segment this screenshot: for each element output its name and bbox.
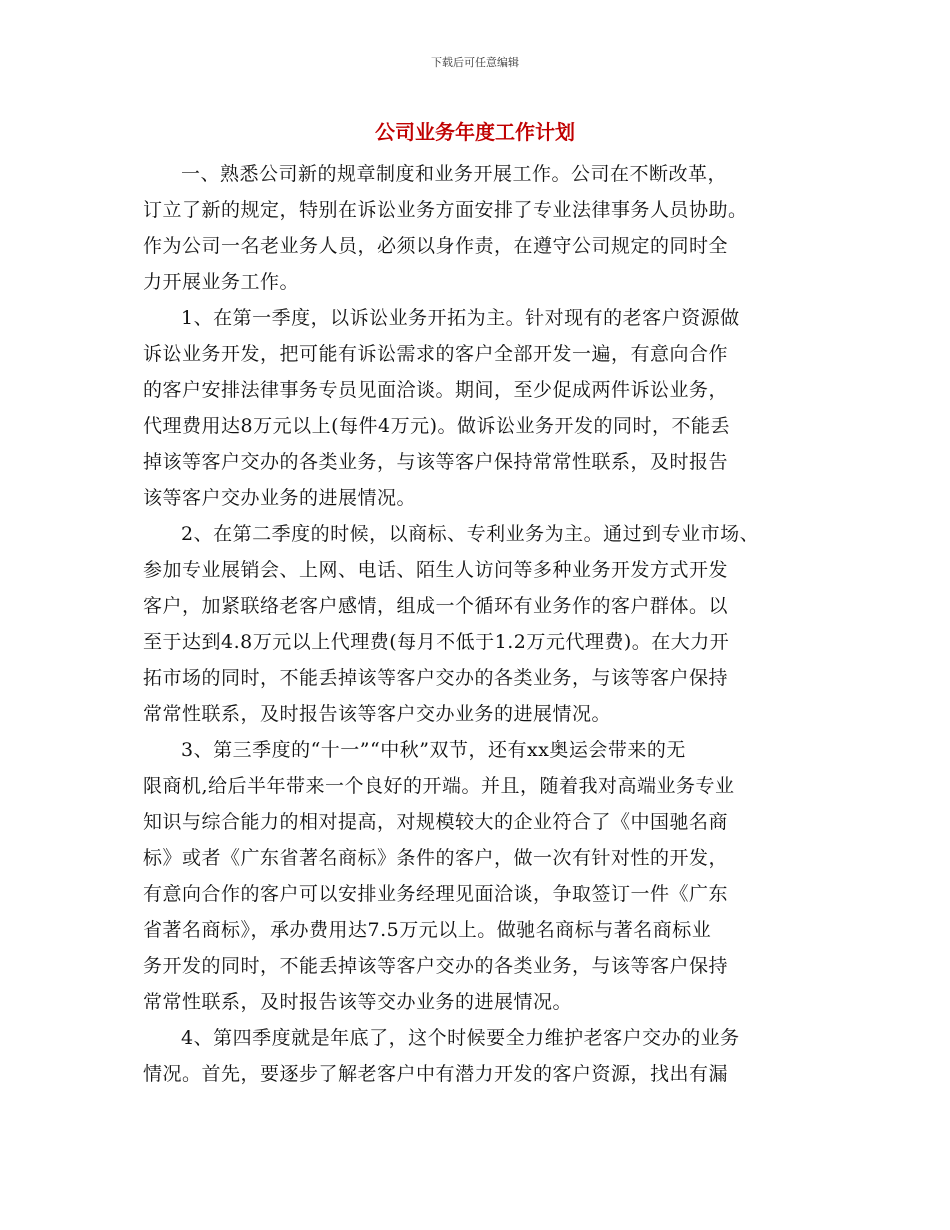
- document-title: 公司业务年度工作计划: [375, 120, 575, 144]
- paragraph-1-line-1: 一、熟悉公司新的规章制度和业务开展工作。公司在不断改革，: [181, 163, 728, 185]
- paragraph-2-line-6: 该等客户交办业务的进展情况。: [143, 487, 417, 509]
- paragraph-4-line-3: 知识与综合能力的相对提高，对规模较大的企业符合了《中国驰名商: [143, 811, 729, 833]
- paragraph-1-line-2: 订立了新的规定，特别在诉讼业务方面安排了专业法律事务人员协助。: [143, 199, 748, 221]
- paragraph-3-line-4: 至于达到4.8万元以上代理费(每月不低于1.2万元代理费)。在大力开: [143, 631, 730, 653]
- paragraph-4-line-7: 务开发的同时，不能丢掉该等客户交办的各类业务，与该等客户保持: [143, 955, 729, 977]
- paragraph-1-line-4: 力开展业务工作。: [143, 271, 300, 293]
- paragraph-4-line-5: 有意向合作的客户可以安排业务经理见面洽谈，争取签订一件《广东: [143, 883, 729, 905]
- paragraph-5-line-1: 4、第四季度就是年底了，这个时候要全力维护老客户交办的业务: [181, 1027, 740, 1049]
- paragraph-4-line-2: 限商机,给后半年带来一个良好的开端。并且，随着我对高端业务专业: [143, 775, 735, 797]
- paragraph-3-line-1: 2、在第二季度的时候，以商标、专利业务为主。通过到专业市场、: [181, 523, 760, 545]
- paragraph-2-line-4: 代理费用达8万元以上(每件4万元)。做诉讼业务开发的同时，不能丢: [143, 415, 731, 437]
- paragraph-4-line-4: 标》或者《广东省著名商标》条件的客户，做一次有针对性的开发，: [143, 847, 729, 869]
- paragraph-3-line-2: 参加专业展销会、上网、电话、陌生人访问等多种业务开发方式开发: [143, 559, 729, 581]
- paragraph-3-line-5: 拓市场的同时，不能丢掉该等客户交办的各类业务，与该等客户保持: [143, 667, 729, 689]
- paragraph-4-line-8: 常常性联系，及时报告该等交办业务的进展情况。: [143, 991, 573, 1013]
- paragraph-2-line-3: 的客户安排法律事务专员见面洽谈。期间，至少促成两件诉讼业务，: [143, 379, 729, 401]
- paragraph-3-line-3: 客户，加紧联络老客户感情，组成一个循环有业务作的客户群体。以: [143, 595, 729, 617]
- paragraph-1-line-3: 作为公司一名老业务人员，必须以身作责，在遵守公司规定的同时全: [143, 235, 729, 257]
- page-header: 下载后可任意编辑: [431, 56, 519, 69]
- paragraph-4-line-1: 3、第三季度的“十一”“中秋”双节，还有xx奥运会带来的无: [181, 739, 686, 761]
- document-body: [143, 156, 823, 1092]
- paragraph-3-line-6: 常常性联系，及时报告该等客户交办业务的进展情况。: [143, 703, 612, 725]
- paragraph-4-line-6: 省著名商标》，承办费用达7.5万元以上。做驰名商标与著名商标业: [143, 919, 712, 941]
- paragraph-2-line-2: 诉讼业务开发，把可能有诉讼需求的客户全部开发一遍，有意向合作: [143, 343, 729, 365]
- paragraph-2-line-1: 1、在第一季度，以诉讼业务开拓为主。针对现有的老客户资源做: [181, 307, 740, 329]
- paragraph-5-line-2: 情况。首先，要逐步了解老客户中有潜力开发的客户资源，找出有漏: [143, 1063, 729, 1085]
- paragraph-2-line-5: 掉该等客户交办的各类业务，与该等客户保持常常性联系，及时报告: [143, 451, 729, 473]
